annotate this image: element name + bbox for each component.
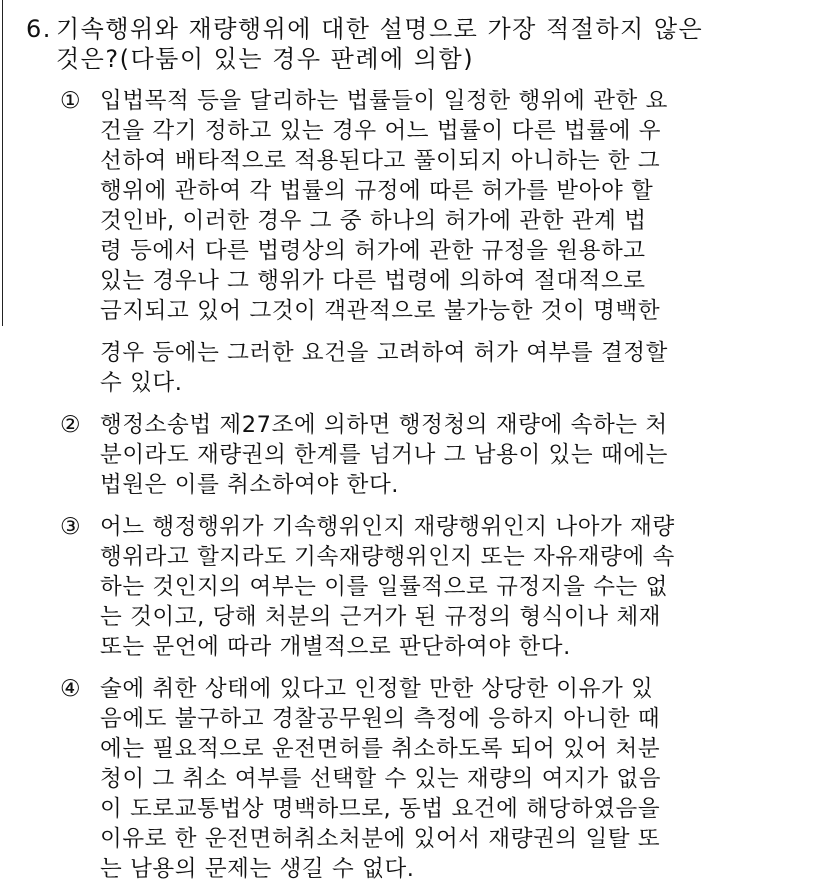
option-line: 하는 것인지의 여부는 이를 일률적으로 규정지을 수는 없 xyxy=(100,574,668,600)
option-line: 는 남용의 문제는 생길 수 없다. xyxy=(100,856,415,882)
option-line: 에는 필요적으로 운전면허를 취소하도록 되어 있어 처분 xyxy=(100,736,661,762)
option-line: 경우 등에는 그러한 요건을 고려하여 허가 여부를 결정할 xyxy=(100,340,668,366)
left-margin-rule xyxy=(2,0,3,326)
option-line: 입법목적 등을 달리하는 법률들이 일정한 행위에 관한 요 xyxy=(100,88,668,114)
option-marker: ② xyxy=(60,412,81,438)
question-stem-line: 기속행위와 재량행위에 대한 설명으로 가장 적절하지 않은 xyxy=(56,15,704,43)
option-line: 행위라고 할지라도 기속재량행위인지 또는 자유재량에 속 xyxy=(100,544,675,570)
option-line: 선하여 배타적으로 적용된다고 풀이되지 아니하는 한 그 xyxy=(100,148,661,174)
option-line: 또는 문언에 따라 개별적으로 판단하여야 한다. xyxy=(100,634,571,660)
option-line: 이유로 한 운전면허취소처분에 있어서 재량권의 일탈 또 xyxy=(100,826,661,852)
option-line: 술에 취한 상태에 있다고 인정할 만한 상당한 이유가 있 xyxy=(100,676,654,702)
option-line: 는 것이고, 당해 처분의 근거가 된 규정의 형식이나 체재 xyxy=(100,604,662,630)
option-line: 법원은 이를 취소하여야 한다. xyxy=(100,472,400,498)
option-line: 행정소송법 제27조에 의하면 행정청의 재량에 속하는 처 xyxy=(100,412,668,438)
option-marker: ① xyxy=(60,88,81,114)
option-line: 행위에 관하여 각 법률의 규정에 따른 허가를 받아야 할 xyxy=(100,178,654,204)
option-line: 음에도 불구하고 경찰공무원의 측정에 응하지 아니한 때 xyxy=(100,706,661,732)
option-marker: ④ xyxy=(60,676,81,702)
option-line: 것인바, 이러한 경우 그 중 하나의 허가에 관한 관계 법 xyxy=(100,208,647,234)
option-marker: ③ xyxy=(60,514,81,540)
question-stem-line: 것은?(다툼이 있는 경우 판례에 의함) xyxy=(56,45,475,73)
option-line: 어느 행정행위가 기속행위인지 재량행위인지 나아가 재량 xyxy=(100,514,675,540)
question-number: 6. xyxy=(26,15,52,43)
option-line: 청이 그 취소 여부를 선택할 수 있는 재량의 여지가 없음 xyxy=(100,766,662,792)
option-line: 금지되고 있어 그것이 객관적으로 불가능한 것이 명백한 xyxy=(100,298,661,324)
option-line: 령 등에서 다른 법령상의 허가에 관한 규정을 원용하고 xyxy=(100,238,646,264)
option-line: 이 도로교통법상 명백하므로, 동법 요건에 해당하였음을 xyxy=(100,796,661,822)
option-line: 수 있다. xyxy=(100,370,183,396)
option-line: 분이라도 재량권의 한계를 넘거나 그 남용이 있는 때에는 xyxy=(100,442,668,468)
option-line: 있는 경우나 그 행위가 다른 법령에 의하여 절대적으로 xyxy=(100,268,646,294)
option-line: 건을 각기 정하고 있는 경우 어느 법률이 다른 법률에 우 xyxy=(100,118,662,144)
